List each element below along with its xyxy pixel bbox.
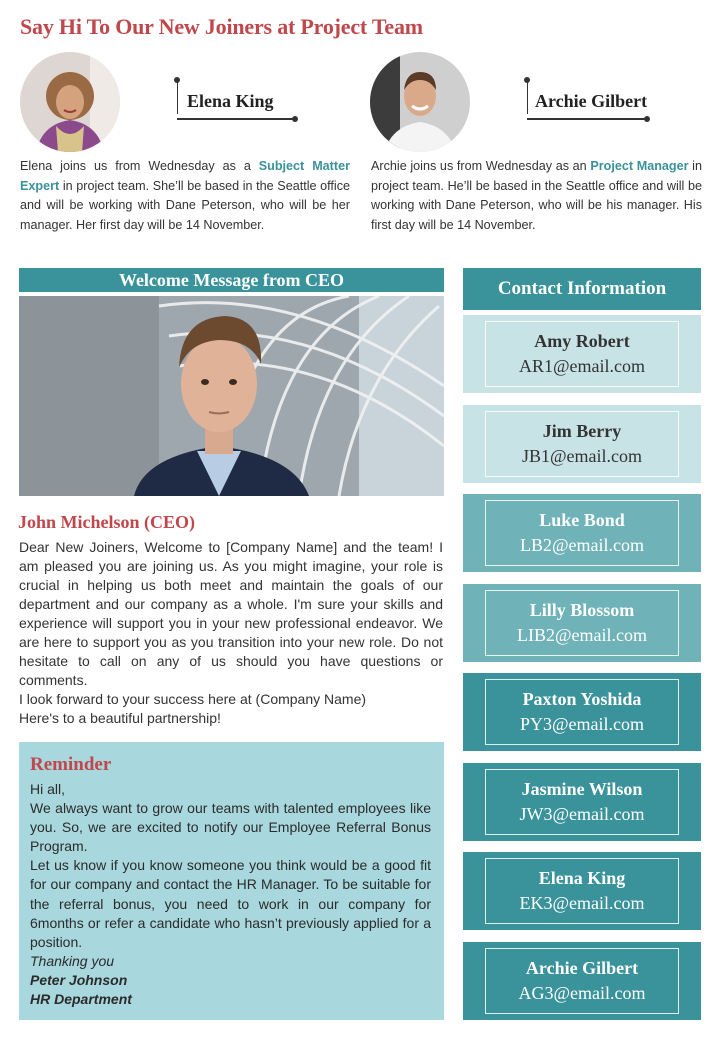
contact-card-frame: [485, 321, 679, 387]
contact-name: Paxton Yoshida: [522, 689, 642, 709]
contact-card: [463, 584, 701, 662]
contact-card: [463, 942, 701, 1020]
contact-name: Elena King: [538, 868, 626, 888]
reminder-thanks: Thanking you: [30, 952, 115, 969]
ceo-photo: [19, 296, 444, 496]
reminder-greeting: Hi all,: [30, 781, 66, 797]
intro-text: Elena joins us from Wednesday as a: [20, 159, 259, 173]
archie-name-bracket: [527, 80, 528, 114]
contact-email: JB1@email.com: [521, 446, 643, 466]
ceo-message: [19, 538, 443, 728]
reminder-box: [19, 742, 444, 1020]
contact-name: Archie Gilbert: [525, 958, 639, 978]
joiner-intro-elena: [20, 157, 350, 235]
contact-email: PY3@email.com: [519, 714, 645, 734]
role-highlight: Project Manager: [590, 159, 689, 173]
reminder-signer: Peter Johnson: [30, 971, 128, 988]
contact-email: AG3@email.com: [518, 983, 646, 1003]
elena-king-photo: [20, 52, 120, 152]
archie-bracket-dot-top: [524, 77, 530, 83]
joiner-name-archie: Archie Gilbert: [535, 91, 648, 111]
contact-name: Luke Bond: [539, 510, 625, 530]
elena-bracket-dot-end: [292, 116, 298, 122]
ceo-name: John Michelson (CEO): [18, 512, 196, 532]
contact-name: Amy Robert: [534, 331, 630, 351]
contact-name: Jasmine Wilson: [521, 779, 643, 799]
contact-card-frame: [485, 679, 679, 745]
contact-email: LIB2@email.com: [516, 625, 648, 645]
contact-card-frame: [485, 769, 679, 835]
archie-name-underline: [527, 118, 647, 120]
contact-email: AR1@email.com: [518, 356, 646, 376]
ceo-closing-1: I look forward to your success here at (Company Name): [19, 691, 367, 707]
elena-bracket-dot-top: [174, 77, 180, 83]
contact-card: [463, 852, 701, 930]
joiner-intro-archie: [371, 157, 702, 235]
reminder-para-1: We always want to grow our teams with talented employees like you. So, we are excited to notify our Employee Referral Bonus Program.: [30, 800, 431, 855]
contact-card-frame: [485, 590, 679, 656]
page-title: Say Hi To Our New Joiners at Project Team: [20, 14, 423, 39]
reminder-para-2: Let us know if you know someone you think would be a good fit for our company and contact the HR Manager. To be suitable for the referral bonus, you need to work in our company for 6months or refer a candidate who hasn’t previously applied for a position.: [30, 857, 431, 950]
contact-email: JW3@email.com: [519, 804, 645, 824]
contact-card: [463, 763, 701, 841]
reminder-text: [30, 780, 431, 1009]
contact-name: Lilly Blossom: [529, 600, 635, 620]
contact-card: [463, 673, 701, 751]
reminder-department: HR Department: [30, 991, 132, 1008]
ceo-section-header: Welcome Message from CEO: [19, 268, 444, 292]
contact-card: [463, 494, 701, 572]
contact-card-frame: [485, 500, 679, 566]
archie-gilbert-photo: [370, 52, 470, 152]
ceo-closing-2: Here's to a beautiful partnership!: [19, 710, 221, 726]
contact-email: EK3@email.com: [519, 893, 645, 913]
archie-bracket-dot-end: [644, 116, 650, 122]
ceo-message-body: Dear New Joiners, Welcome to [Company Name] and the team! I am pleased you are joining us. As you might imagine, your role is crucial in helping us both meet and maintain the goals of our department and our company as a whole. I'm sure your skills and experience will support you in your new professional endeavor. We are here to support you as you transition into your new role. Do not hesitate to call on any of us should you have questions or comments.: [19, 539, 443, 688]
elena-name-bracket: [177, 80, 178, 114]
contact-card-frame: [485, 411, 679, 477]
contact-card-frame: [485, 948, 679, 1014]
contact-card-frame: [485, 858, 679, 924]
elena-name-underline: [177, 118, 295, 120]
contact-card: [463, 405, 701, 483]
joiner-name-elena: Elena King: [187, 91, 274, 111]
contact-name: Jim Berry: [542, 421, 622, 441]
contact-card: [463, 315, 701, 393]
intro-text: in project team. She’ll be based in the Seattle office and will be working with Dane Peterson, who will be her manager. Her first day will be 14 November.: [20, 178, 350, 232]
intro-text: in project team. He’ll be based in the Seattle office and will be working with Dane Peterson, who will be his manager. His first day will be 14 November.: [371, 159, 702, 232]
reminder-title: Reminder: [30, 754, 112, 775]
contact-info-header: Contact Information: [463, 268, 701, 310]
role-highlight: Subject Matter Expert: [20, 159, 350, 193]
intro-text: Archie joins us from Wednesday as an: [371, 159, 591, 173]
contact-email: LB2@email.com: [519, 535, 645, 555]
